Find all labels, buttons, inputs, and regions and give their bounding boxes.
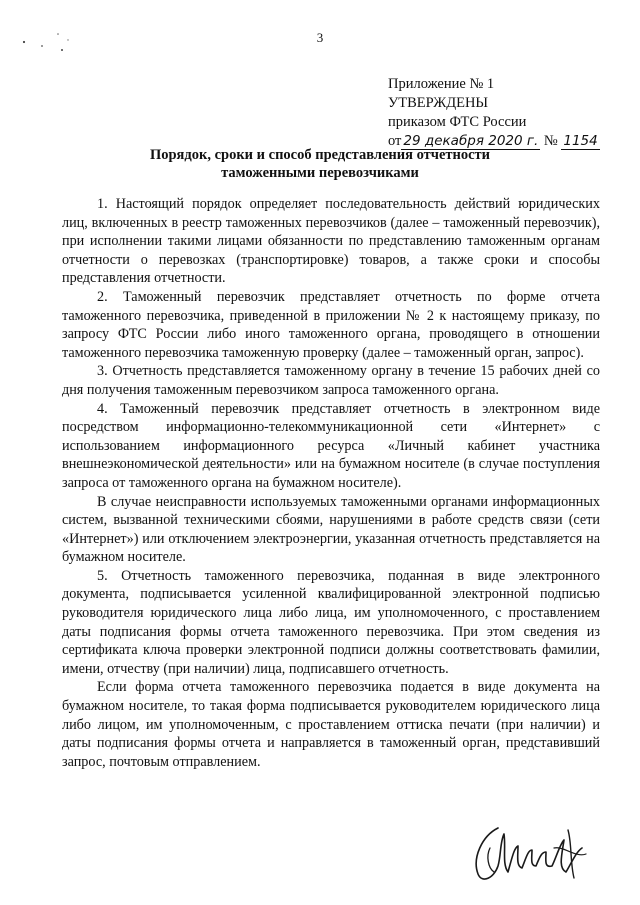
- approved-label: УТВЕРЖДЕНЫ: [388, 95, 489, 111]
- order-label: приказом ФТС России: [388, 114, 527, 130]
- date-prefix: от: [388, 133, 402, 149]
- paragraph: 4. Таможенный перевозчик представляет отчетность в электронном виде посредством информационно-телекоммуникационной сети «Интернет» с использованием информационного ресурса «Личный кабинет участника внешнеэкономической деятельности» или на бумажном носителе (в случае поступления запроса от таможенного органа на бумажном носителе).: [62, 400, 600, 491]
- document-title: [0, 146, 640, 182]
- paragraph: В случае неисправности используемых таможенными органами информационных систем, вызванной техническими сбоями, нарушениями в работе средств связи (сети «Интернет») или отключением электроэнергии, указанная отчетность представляется на бумажном носителе.: [62, 493, 600, 566]
- order-date: 29 декабря 2020 г.: [403, 133, 539, 149]
- order-number: 1154: [563, 133, 598, 149]
- paragraph: 2. Таможенный перевозчик представляет отчетность по форме отчета таможенного перевозчика, приведенной в приложении № 2 к настоящему приказу, по запросу ФТС России либо иного таможенного органа, проводящего в отношении таможенного перевозчика таможенную проверку (далее – таможенный орган, запрос).: [62, 288, 600, 361]
- title-line-2: таможенными перевозчиками: [221, 165, 419, 181]
- approval-stamp-block: [388, 75, 600, 151]
- paragraph: 1. Настоящий порядок определяет последовательность действий юридических лиц, включенных в реестр таможенных перевозчиков (далее – таможенный перевозчик), при исполнении такими лицами обязанности по представлению таможенным органам отчетности о перевозках (транспортировке) товаров, а также сроки и способы представления отчетности.: [62, 196, 600, 287]
- paragraph: 5. Отчетность таможенного перевозчика, поданная в виде электронного документа, подписывается усиленной квалифицированной электронной подписью руководителя юридического лица либо лица, им уполномоченного, с проставлением даты подписания формы отчета таможенного перевозчика. При этом сведения из сертификата ключа проверки электронной подписи должны соответствовать фамилии, имени, отчеству (при наличии) лица, подписавшего отчетность.: [62, 567, 600, 677]
- document-body: [62, 195, 600, 771]
- number-prefix: №: [543, 133, 558, 149]
- appendix-label: Приложение № 1: [388, 76, 495, 92]
- signature-icon: [468, 818, 593, 888]
- title-line-1: Порядок, сроки и способ представления отчетности: [149, 147, 491, 163]
- page-number: 3: [316, 30, 324, 45]
- paragraph: Если форма отчета таможенного перевозчика подается в виде документа на бумажном носителе, то такая форма подписывается руководителем юридического лица либо лицом, им уполномоченным, с проставлением оттиска печати (при наличии) и даты подписания формы отчета и направляется в таможенный орган, представивший запрос, почтовым отправлением.: [62, 679, 600, 770]
- paragraph: 3. Отчетность представляется таможенному органу в течение 15 рабочих дней со дня получения таможенным перевозчиком запроса таможенного органа.: [62, 363, 600, 398]
